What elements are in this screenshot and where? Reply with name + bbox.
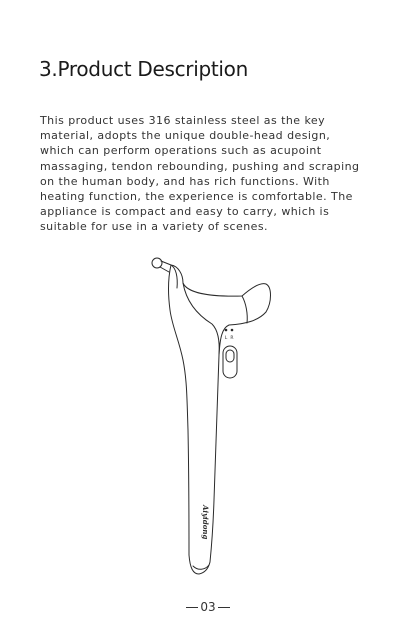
description-line: material, adopts the unique double-head design, xyxy=(40,129,331,143)
ball-head-icon xyxy=(152,258,162,268)
indicator-dot-left xyxy=(225,329,228,332)
massager-device-illustration xyxy=(140,250,280,580)
description-line: which can perform operations such as acupoint xyxy=(40,144,322,158)
indicator-label-left: L xyxy=(224,336,228,341)
description-line: appliance is compact and easy to carry, which is xyxy=(40,205,330,219)
page-number-dash-left xyxy=(186,607,198,608)
description-line: suitable for use in a variety of scenes. xyxy=(40,220,268,234)
indicator-dot-right xyxy=(231,329,234,332)
indicator-label-right: R xyxy=(230,336,234,341)
description-line: heating function, the experience is comfortable. The xyxy=(40,190,353,204)
product-description xyxy=(40,113,385,235)
device-body-outline xyxy=(169,265,271,574)
page-number-value: 03 xyxy=(200,600,216,614)
page-number xyxy=(0,600,416,614)
indicator-lights xyxy=(225,329,234,341)
description-line: massaging, tendon rebounding, pushing and scraping xyxy=(40,159,360,173)
description-line: This product uses 316 stainless steel as the key xyxy=(40,114,326,127)
page-number-dash-right xyxy=(218,607,230,608)
power-switch-knob xyxy=(226,350,234,362)
description-line: on the human body, and has rich functions. With xyxy=(40,174,330,188)
brand-logo: Aiyidong xyxy=(201,505,210,540)
page-title: 3.Product Description xyxy=(39,57,248,81)
